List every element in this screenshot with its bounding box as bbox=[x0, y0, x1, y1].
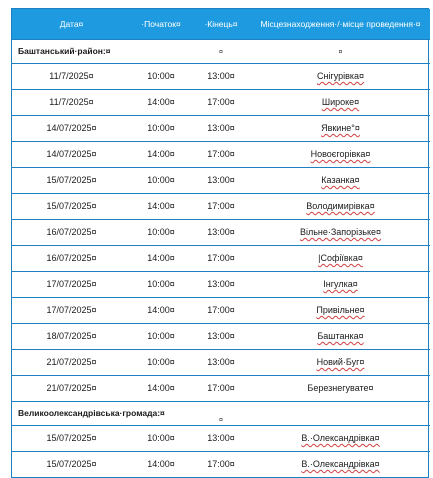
cell-start: 10:00¤ bbox=[131, 425, 191, 451]
cell-place: Снігурівка¤ bbox=[251, 63, 430, 89]
cell-place: Казанка¤ bbox=[251, 167, 430, 193]
cell-date: 17/07/2025¤ bbox=[12, 271, 131, 297]
header-place: Місцезнаходження·/·місце проведення·¤ bbox=[251, 9, 430, 39]
group-row bbox=[12, 39, 430, 63]
cell-place: В.·Олександрівка¤ bbox=[251, 451, 430, 477]
cell-start: 14:00¤ bbox=[131, 89, 191, 115]
table-header-row bbox=[12, 9, 430, 39]
cell-start: 14:00¤ bbox=[131, 375, 191, 401]
table-row bbox=[12, 219, 430, 245]
cell-end: 13:00¤ bbox=[191, 219, 251, 245]
cell-date: 11/7/2025¤ bbox=[12, 89, 131, 115]
cell-date: 14/07/2025¤ bbox=[12, 115, 131, 141]
cell-date: 15/07/2025¤ bbox=[12, 425, 131, 451]
cell-start: 14:00¤ bbox=[131, 193, 191, 219]
cell-date: 15/07/2025¤ bbox=[12, 167, 131, 193]
cell-place: Явкине°¤ bbox=[251, 115, 430, 141]
table-row bbox=[12, 349, 430, 375]
cell-date: 18/07/2025¤ bbox=[12, 323, 131, 349]
cell-end: 17:00¤ bbox=[191, 245, 251, 271]
cell-start: 10:00¤ bbox=[131, 323, 191, 349]
group-title: Великоолександрівська·громада:¤ bbox=[12, 401, 191, 425]
cell-date: 16/07/2025¤ bbox=[12, 245, 131, 271]
cell-place: Інгулка¤ bbox=[251, 271, 430, 297]
cell-end: 17:00¤ bbox=[191, 375, 251, 401]
table-row bbox=[12, 425, 430, 451]
cell-date: 15/07/2025¤ bbox=[12, 193, 131, 219]
group-end-mark: ¤ bbox=[191, 401, 251, 425]
cell-end: 17:00¤ bbox=[191, 141, 251, 167]
cell-place: Вільне·Запорізьке¤ bbox=[251, 219, 430, 245]
cell-date: 16/07/2025¤ bbox=[12, 219, 131, 245]
cell-end: 13:00¤ bbox=[191, 115, 251, 141]
table-row bbox=[12, 297, 430, 323]
cell-end: 13:00¤ bbox=[191, 167, 251, 193]
table-row bbox=[12, 89, 430, 115]
cell-end: 13:00¤ bbox=[191, 271, 251, 297]
cell-place: |Софіївка¤ bbox=[251, 245, 430, 271]
cell-place: В.·Олександрівка¤ bbox=[251, 425, 430, 451]
cell-end: 17:00¤ bbox=[191, 297, 251, 323]
cell-place: Широке¤ bbox=[251, 89, 430, 115]
cell-end: 13:00¤ bbox=[191, 63, 251, 89]
table-row bbox=[12, 63, 430, 89]
cell-place: Володимирівка¤ bbox=[251, 193, 430, 219]
cell-date: 17/07/2025¤ bbox=[12, 297, 131, 323]
table-row bbox=[12, 193, 430, 219]
table-row bbox=[12, 451, 430, 477]
cell-start: 10:00¤ bbox=[131, 349, 191, 375]
table-row bbox=[12, 245, 430, 271]
group-place-mark bbox=[251, 401, 430, 425]
cell-place: Баштанка¤ bbox=[251, 323, 430, 349]
cell-start: 10:00¤ bbox=[131, 115, 191, 141]
table-row bbox=[12, 141, 430, 167]
cell-start: 10:00¤ bbox=[131, 219, 191, 245]
cell-place: Привільне¤ bbox=[251, 297, 430, 323]
cell-end: 17:00¤ bbox=[191, 89, 251, 115]
cell-end: 13:00¤ bbox=[191, 349, 251, 375]
cell-place: Березнегувате¤ bbox=[251, 375, 430, 401]
cell-start: 10:00¤ bbox=[131, 167, 191, 193]
cell-end: 13:00¤ bbox=[191, 323, 251, 349]
cell-place: Новий·Буг¤ bbox=[251, 349, 430, 375]
cell-start: 14:00¤ bbox=[131, 245, 191, 271]
cell-end: 17:00¤ bbox=[191, 451, 251, 477]
header-start: ·Початок¤ bbox=[131, 9, 191, 39]
table-row bbox=[12, 115, 430, 141]
cell-start: 14:00¤ bbox=[131, 141, 191, 167]
schedule-table-frame bbox=[11, 8, 429, 478]
cell-date: 21/07/2025¤ bbox=[12, 349, 131, 375]
cell-end: 13:00¤ bbox=[191, 425, 251, 451]
cell-start: 10:00¤ bbox=[131, 271, 191, 297]
cell-start: 14:00¤ bbox=[131, 297, 191, 323]
cell-date: 15/07/2025¤ bbox=[12, 451, 131, 477]
header-date: Дата¤ bbox=[12, 9, 131, 39]
cell-place: Новоєгорівка¤ bbox=[251, 141, 430, 167]
cell-end: 17:00¤ bbox=[191, 193, 251, 219]
group-end-mark: ¤ bbox=[191, 39, 251, 63]
cell-date: 21/07/2025¤ bbox=[12, 375, 131, 401]
cell-date: 11/7/2025¤ bbox=[12, 63, 131, 89]
table-row bbox=[12, 167, 430, 193]
cell-date: 14/07/2025¤ bbox=[12, 141, 131, 167]
cell-start: 14:00¤ bbox=[131, 451, 191, 477]
group-row bbox=[12, 401, 430, 425]
group-place-mark: ¤ bbox=[251, 39, 430, 63]
table-row bbox=[12, 323, 430, 349]
schedule-table bbox=[12, 9, 430, 477]
group-title: Баштанський·район:¤ bbox=[12, 39, 191, 63]
cell-start: 10:00¤ bbox=[131, 63, 191, 89]
table-row bbox=[12, 375, 430, 401]
table-row bbox=[12, 271, 430, 297]
header-end: ·Кінець¤ bbox=[191, 9, 251, 39]
